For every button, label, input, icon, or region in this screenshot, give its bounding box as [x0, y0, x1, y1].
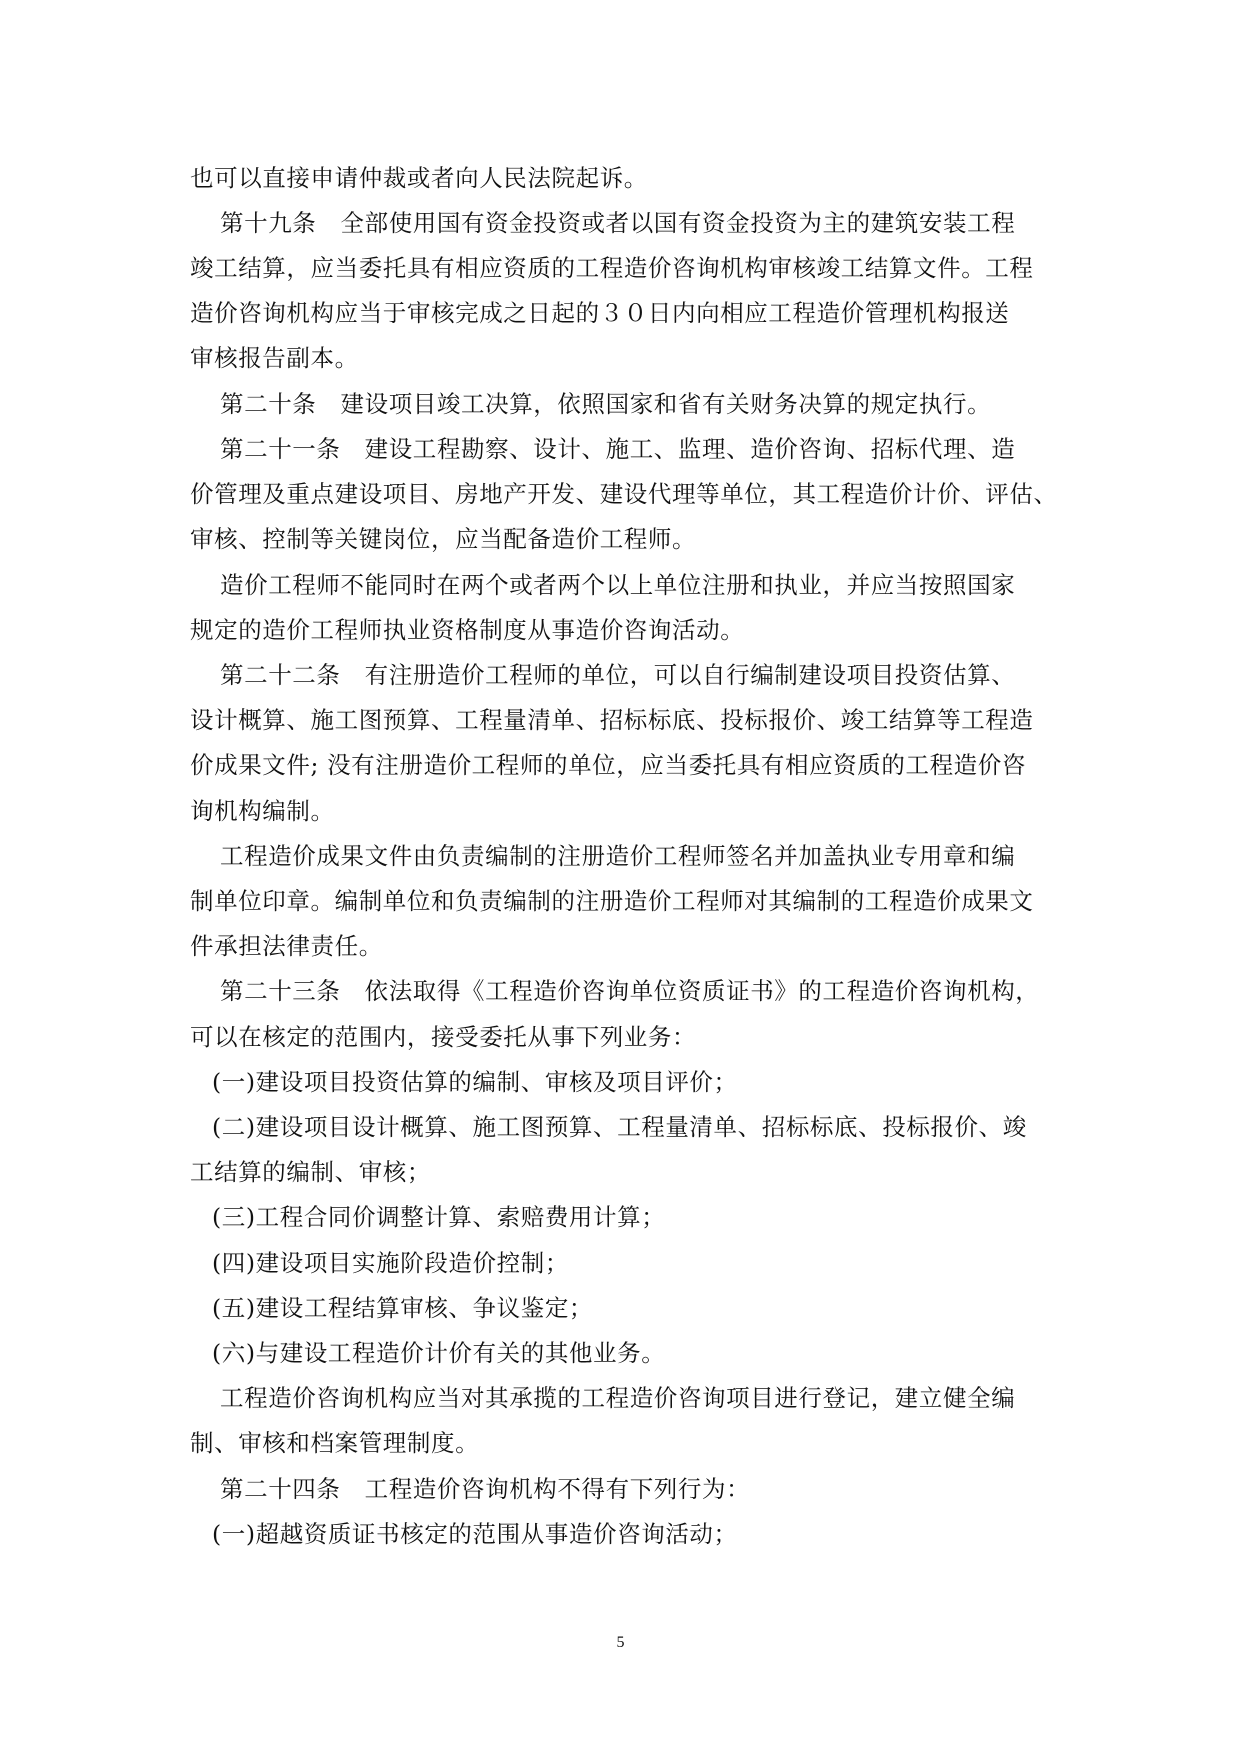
- text-line-29: 制、审核和档案管理制度。: [190, 1429, 480, 1457]
- article-24-heading: 第二十四条 工程造价咨询机构不得有下列行为：: [220, 1475, 751, 1503]
- text-line-20: 可以在核定的范围内，接受委托从事下列业务：: [190, 1023, 697, 1051]
- text-line-3: 竣工结算，应当委托具有相应资质的工程造价咨询机构审核竣工结算文件。工程: [190, 254, 1034, 282]
- text-line-28: 工程造价咨询机构应当对其承揽的工程造价咨询项目进行登记，建立健全编: [220, 1384, 1016, 1412]
- text-line-18: 件承担法律责任。: [190, 932, 383, 960]
- list-item-6: (六)与建设工程造价计价有关的其他业务。: [212, 1339, 666, 1367]
- text-line-8: 价管理及重点建设项目、房地产开发、建设代理等单位，其工程造价计价、评估、: [190, 480, 1058, 508]
- article-20-heading: 第二十条 建设项目竣工决算，依照国家和省有关财务决算的规定执行。: [220, 390, 992, 418]
- text-line-4: 造价咨询机构应当于审核完成之日起的３０日内向相应工程造价管理机构报送: [190, 299, 1010, 327]
- text-line-1: 也可以直接申请仲裁或者向人民法院起诉。: [190, 164, 648, 192]
- text-line-13: 设计概算、施工图预算、工程量清单、招标标底、投标报价、竣工结算等工程造: [190, 706, 1034, 734]
- article-22-heading: 第二十二条 有注册造价工程师的单位，可以自行编制建设项目投资估算、: [220, 661, 1016, 689]
- text-line-15: 询机构编制。: [190, 797, 335, 825]
- list-item-article-24-1: (一)超越资质证书核定的范围从事造价咨询活动；: [212, 1520, 738, 1548]
- list-item-2-continued: 工结算的编制、审核；: [190, 1158, 431, 1186]
- list-item-4: (四)建设项目实施阶段造价控制；: [212, 1249, 569, 1277]
- page-number: 5: [616, 1634, 625, 1651]
- text-line-17: 制单位印章。编制单位和负责编制的注册造价工程师对其编制的工程造价成果文: [190, 887, 1034, 915]
- text-line-10: 造价工程师不能同时在两个或者两个以上单位注册和执业，并应当按照国家: [220, 571, 1016, 599]
- text-line-16: 工程造价成果文件由负责编制的注册造价工程师签名并加盖执业专用章和编: [220, 842, 1016, 870]
- article-23-heading: 第二十三条 依法取得《工程造价咨询单位资质证书》的工程造价咨询机构，: [220, 977, 1040, 1005]
- text-line-9: 审核、控制等关键岗位，应当配备造价工程师。: [190, 525, 697, 553]
- text-line-5: 审核报告副本。: [190, 344, 359, 372]
- article-21-heading: 第二十一条 建设工程勘察、设计、施工、监理、造价咨询、招标代理、造: [220, 435, 1016, 463]
- list-item-3: (三)工程合同价调整计算、索赔费用计算；: [212, 1203, 666, 1231]
- list-item-2: (二)建设项目设计概算、施工图预算、工程量清单、招标标底、投标报价、竣: [212, 1113, 1027, 1141]
- list-item-5: (五)建设工程结算审核、争议鉴定；: [212, 1294, 594, 1322]
- article-19-heading: 第十九条 全部使用国有资金投资或者以国有资金投资为主的建筑安装工程: [220, 209, 1016, 237]
- text-line-14: 价成果文件; 没有注册造价工程师的单位，应当委托具有相应资质的工程造价咨: [190, 751, 1026, 779]
- text-line-11: 规定的造价工程师执业资格制度从事造价咨询活动。: [190, 616, 745, 644]
- list-item-1: (一)建设项目投资估算的编制、审核及项目评价；: [212, 1068, 738, 1096]
